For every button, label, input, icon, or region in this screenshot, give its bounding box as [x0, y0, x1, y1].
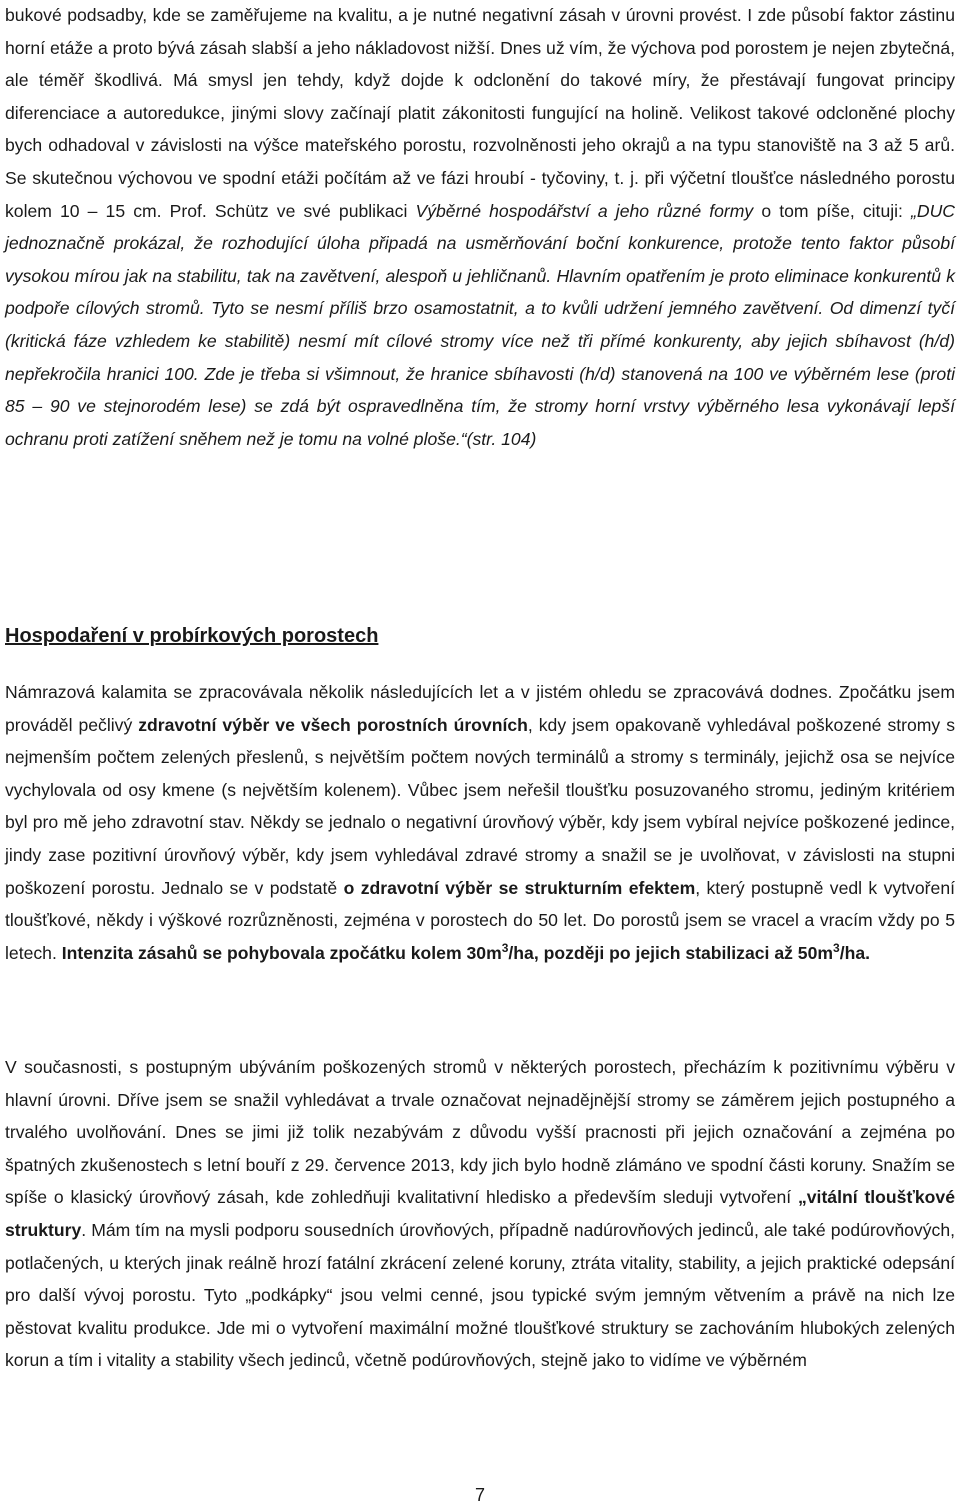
- text-run: V současnosti, s postupným ubýváním poškozených stromů v některých porostech, přecházím k pozitivnímu výběru v hlavní úrovni. Dříve jsem se snažil vyhledávat a trvale označovat nejnadějnější stromy se záměrem jejich postupného a trvalého uvolňování. Dnes se jimi již tolik nezabývám z důvodu vyšší pracnosti při jejich označování a zejména po špatných zkušenostech s letní bouří z 29. července 2013, kdy jich bylo hodně zlámáno ve spodní části koruny. Snažím se spíše o klasický úrovňový zásah, kde zohledňuji kvalitativní hledisko a především sleduji vytvoření: [5, 1057, 955, 1208]
- superscript: 3: [501, 940, 509, 955]
- emphasis-vital-structure: „vitální tloušťkové struktury: [5, 1187, 955, 1240]
- paragraph-calamity-processing: [5, 676, 955, 969]
- paragraph-positive-selection: [5, 1051, 955, 1377]
- section-heading: Hospodaření v probírkových porostech: [5, 625, 379, 647]
- text-run: o tom píše, cituji:: [753, 200, 912, 221]
- text-run: Námrazová kalamita se zpracovávala několik následujících let a v jistém ohledu se zpracovává dodnes. Zpočátku jsem prováděl pečlivý: [5, 682, 955, 735]
- publication-title: Výběrné hospodářství a jeho různé formy: [415, 200, 754, 221]
- emphasis-structural-effect: o zdravotní výběr se strukturním efektem: [343, 877, 696, 898]
- text-run: , který postupně vedl k vytvoření tloušťkové, někdy i výškové rozrůzněnosti, zejména v porostech do 50 let. Do porostů jsem se vracel a vracím vždy po 5 letech.: [5, 877, 955, 963]
- emphasis-intensity: Intenzita zásahů se pohybovala zpočátku kolem 30m: [61, 942, 502, 963]
- page-number: 7: [474, 1485, 485, 1505]
- text-run: . Mám tím na mysli podporu sousedních úrovňových, případně nadúrovňových jedinců, ale také podúrovňových, potlačených, u kterých jinak reálně hrozí fatální zkrácení zelené koruny, ztráta vitality, stability, a jejich praktické odepsání pro další vývoj porostu. Tyto „podkápky“ jsou velmi cenné, jsou typické svým jemným větvením a právě na nich lze pěstovat kvalitu produkce. Jde mi o vytvoření maximální možné tloušťkové struktury se zachováním hlubokých zelených korun a tím i vitality a stability všech jedinců, včetně podúrovňových, stejně jako to vidíme ve výběrném: [5, 1219, 955, 1371]
- text-run: bukové podsadby, kde se zaměřujeme na kvalitu, a je nutné negativní zásah v úrovni provést. I zde působí faktor zástinu horní etáže a proto bývá zásah slabší a jeho nákladovost nižší. Dnes už vím, že výchova pod porostem je nejen zbytečná, ale téměř škodlivá. Má smysl jen tehdy, když dojde k odclonění do takové míry, že přestávají fungovat principy diferenciace a autoredukce, jinými slovy začínají platit zákonitosti fungující na holině. Velikost takové odcloněné plochy bych odhadoval v závislosti na výšce mateřského porostu, rozvolněnosti jeho okrajů a na typu stanoviště na 3 až 5 arů. Se skutečnou výchovou ve spodní etáži počítám až ve fázi hroubí - tyčoviny, t. j. při výčetní tloušťce následného porostu kolem 10 – 15 cm. Prof. Schütz ve své publikaci: [5, 5, 955, 221]
- paragraph-silviculture-intro: [5, 0, 955, 455]
- emphasis-health-selection: zdravotní výběr ve všech porostních úrovních: [138, 714, 528, 735]
- citation-page: (str. 104): [466, 428, 537, 449]
- quotation: „DUC jednoznačně prokázal, že rozhodující úloha připadá na usměrňování boční konkurence, protože tento faktor působí vysokou mírou jak na stabilitu, tak na zavětvení, alespoň u jehličnanů. Hlavním opatřením je proto eliminace konkurentů k podpoře cílových stromů. Tyto se nesmí příliš brzo osamostatnit, a to kvůli udržení jemného zavětvení. Od dimenzí tyčí (kritická fáze vzhledem ke stabilitě) nesmí mít cílové stromy více než tři přímé konkurenty, aby jejich sbíhavost (h/d) nepřekročila hranici 100. Zde je třeba si všimnout, že hranice sbíhavosti (h/d) stanovená na 100 ve výběrném lese (proti 85 – 90 ve stejnorodém lese) se zdá být ospravedlněna tím, že stromy horní vrstvy výběrného lesa vykonávají lepší ochranu proti zatížení sněhem než je tomu na volné ploše.“: [5, 200, 956, 449]
- superscript: 3: [833, 940, 840, 955]
- text-run: , kdy jsem opakovaně vyhledával poškozené stromy s nejmenším počtem zelených přeslenů, s největším počtem nových terminálů a stromy s terminály, jejichž osa se nejvíce vychylovala od osy kmene (s největším kolenem). Vůbec jsem neřešil tloušťku posuzovaného stromu, jediným kritériem byl pro mě jeho zdravotní stav. Někdy se jednalo o negativní úrovňový výběr, kdy jsem vybíral nejvíce poškozené jedince, jindy zase pozitivní úrovňový výběr, kdy jsem vyhledával zdravé stromy a snažil se je uvolňovat, v závislosti na stupni poškození porostu. Jednalo se v podstatě: [5, 714, 955, 898]
- emphasis-intensity: /ha.: [839, 942, 871, 963]
- emphasis-intensity: /ha, později po jejich stabilizaci až 50m: [508, 942, 834, 963]
